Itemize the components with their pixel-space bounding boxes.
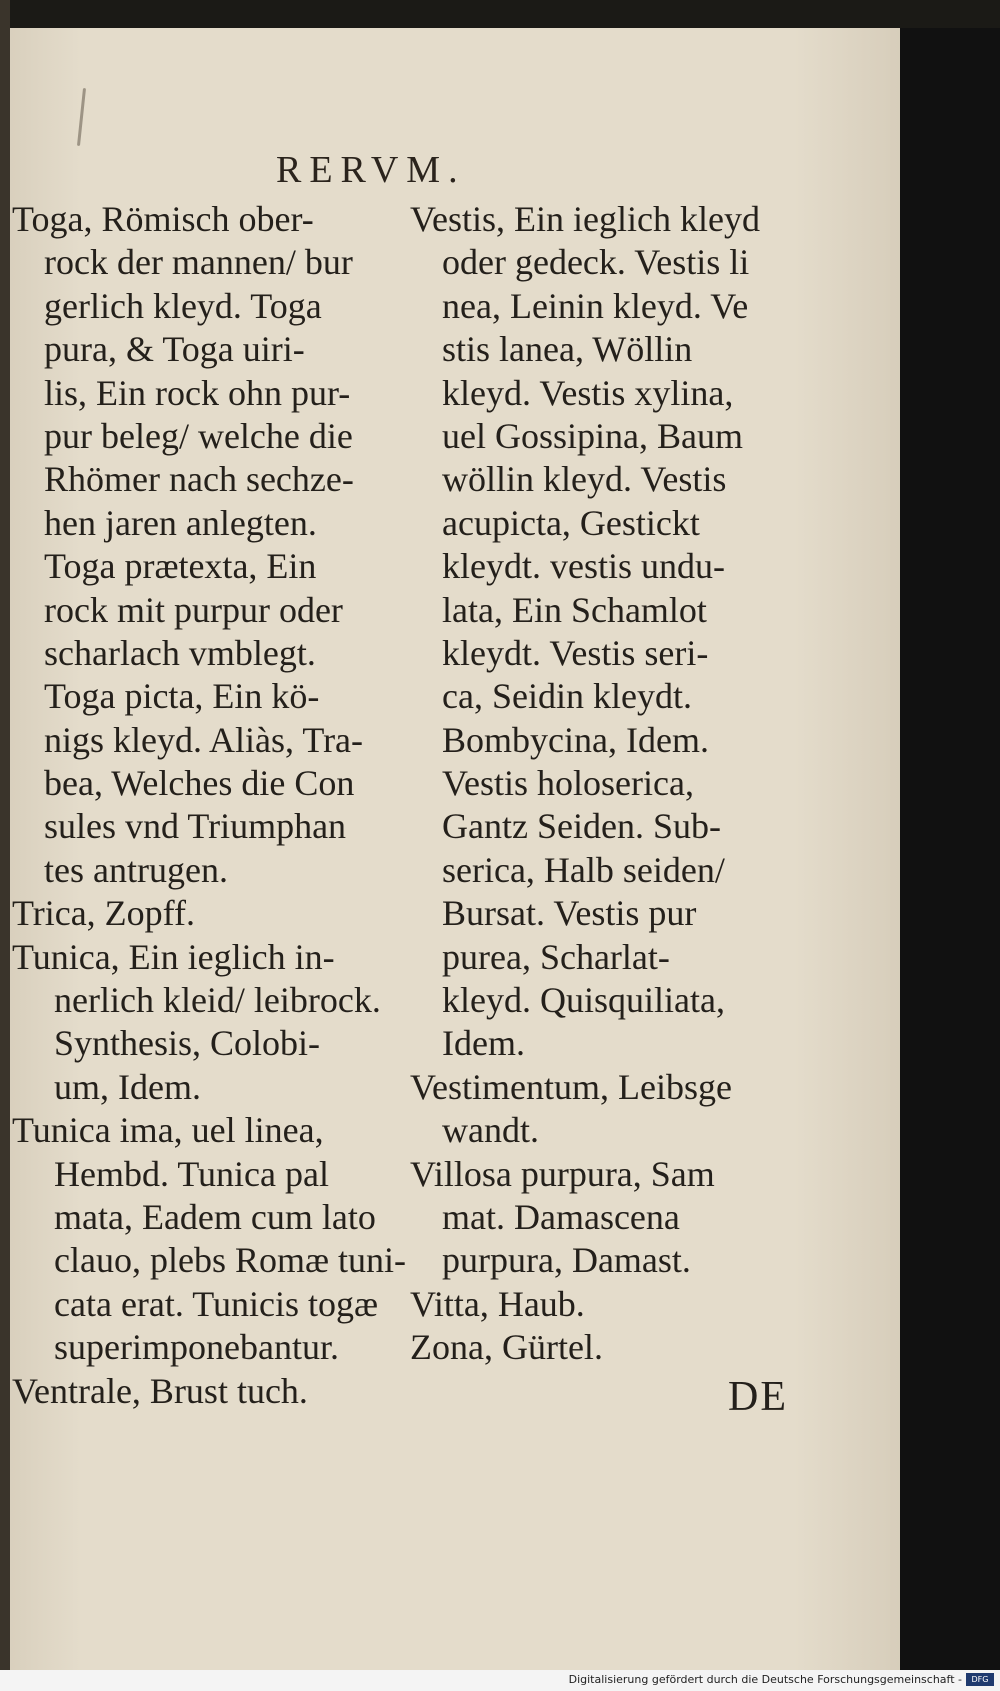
text-line: uel Gossipina, Baum xyxy=(442,415,743,456)
text-line: stis lanea, Wöllin xyxy=(442,329,693,370)
text-line: kleyd. Quisquiliata, xyxy=(442,980,725,1021)
text-line: kleydt. Vestis seri- xyxy=(442,632,709,673)
text-line: clauo, plebs Romæ tuni- xyxy=(54,1240,406,1281)
text-line: sules vnd Triumphan xyxy=(44,806,347,847)
text-line: acupicta, Gestickt xyxy=(442,502,700,543)
text-line: Toga, Römisch ober- xyxy=(12,199,314,239)
text-line: wöllin kleyd. Vestis xyxy=(442,459,727,500)
text-line: scharlach vmblegt. xyxy=(44,632,316,673)
text-line: Bombycina, Idem. xyxy=(442,719,709,760)
footer-bar xyxy=(0,1670,1000,1691)
text-line: hen jaren anlegten. xyxy=(44,502,317,543)
text-line: Idem. xyxy=(442,1023,525,1064)
funding-credit: Digitalisierung gefördert durch die Deutsche Forschungsgemeinschaft - xyxy=(568,1673,962,1686)
page-edge xyxy=(0,0,10,1691)
text-line: serica, Halb seiden/ xyxy=(442,849,725,890)
text-line: Hembd. Tunica pal xyxy=(54,1153,329,1194)
text-line: Gantz Seiden. Sub- xyxy=(442,806,721,847)
text-line: superimponebantur. xyxy=(54,1327,339,1368)
text-line: Toga picta, Ein kö- xyxy=(44,676,320,717)
dfg-logo-icon: DFG xyxy=(966,1673,994,1686)
text-line: purpura, Damast. xyxy=(442,1240,691,1281)
text-line: lis, Ein rock ohn pur- xyxy=(44,372,351,413)
text-line: nerlich kleid/ leibrock. xyxy=(54,980,381,1021)
text-line: wandt. xyxy=(442,1110,539,1151)
text-line: nea, Leinin kleyd. Ve xyxy=(442,285,749,326)
text-line: ca, Seidin kleydt. xyxy=(442,676,692,717)
text-line: gerlich kleyd. Toga xyxy=(44,285,322,326)
text-line: mata, Eadem cum lato xyxy=(54,1196,376,1237)
text-line: Tunica ima, uel linea, xyxy=(12,1110,324,1151)
text-line: Vitta, Haub. xyxy=(410,1283,585,1324)
text-line: Synthesis, Colobi- xyxy=(54,1023,321,1064)
text-line: tes antrugen. xyxy=(44,849,228,890)
text-line: Vestis holoserica, xyxy=(442,763,694,804)
text-line: Tunica, Ein ieglich in- xyxy=(12,936,335,977)
text-line: rock mit purpur oder xyxy=(44,589,343,630)
text-line: mat. Damascena xyxy=(442,1196,680,1237)
text-line: kleyd. Vestis xylina, xyxy=(442,372,734,413)
text-line: Villosa purpura, Sam xyxy=(410,1153,715,1194)
text-line: oder gedeck. Vestis li xyxy=(442,242,750,283)
text-line: cata erat. Tunicis togæ xyxy=(54,1283,378,1324)
left-column xyxy=(12,198,404,1413)
page-header: RERVM. xyxy=(276,149,466,191)
text-line: Zona, Gürtel. xyxy=(410,1327,603,1368)
text-line: rock der mannen/ bur xyxy=(44,242,353,283)
text-line: Rhömer nach sechze- xyxy=(44,459,354,500)
text-line: purea, Scharlat- xyxy=(442,936,670,977)
text-line: Vestis, Ein ieglich kleyd xyxy=(410,199,760,239)
text-line: Trica, Zopff. xyxy=(12,893,195,934)
book-gutter xyxy=(900,28,1000,1670)
text-line: pura, & Toga uiri- xyxy=(44,329,305,370)
text-line: Bursat. Vestis pur xyxy=(442,893,697,934)
text-line: nigs kleyd. Aliàs, Tra- xyxy=(44,719,364,760)
text-line: bea, Welches die Con xyxy=(44,763,355,804)
pencil-mark xyxy=(77,88,86,146)
text-line: Toga prætexta, Ein xyxy=(44,546,317,587)
text-line: um, Idem. xyxy=(54,1066,201,1107)
text-line: kleydt. vestis undu- xyxy=(442,546,725,587)
text-line: Ventrale, Brust tuch. xyxy=(12,1370,308,1411)
catchword: DE xyxy=(728,1374,788,1420)
text-line: Vestimentum, Leibsge xyxy=(410,1066,732,1107)
right-column xyxy=(410,198,798,1370)
text-line: lata, Ein Schamlot xyxy=(442,589,707,630)
text-line: pur beleg/ welche die xyxy=(44,415,353,456)
